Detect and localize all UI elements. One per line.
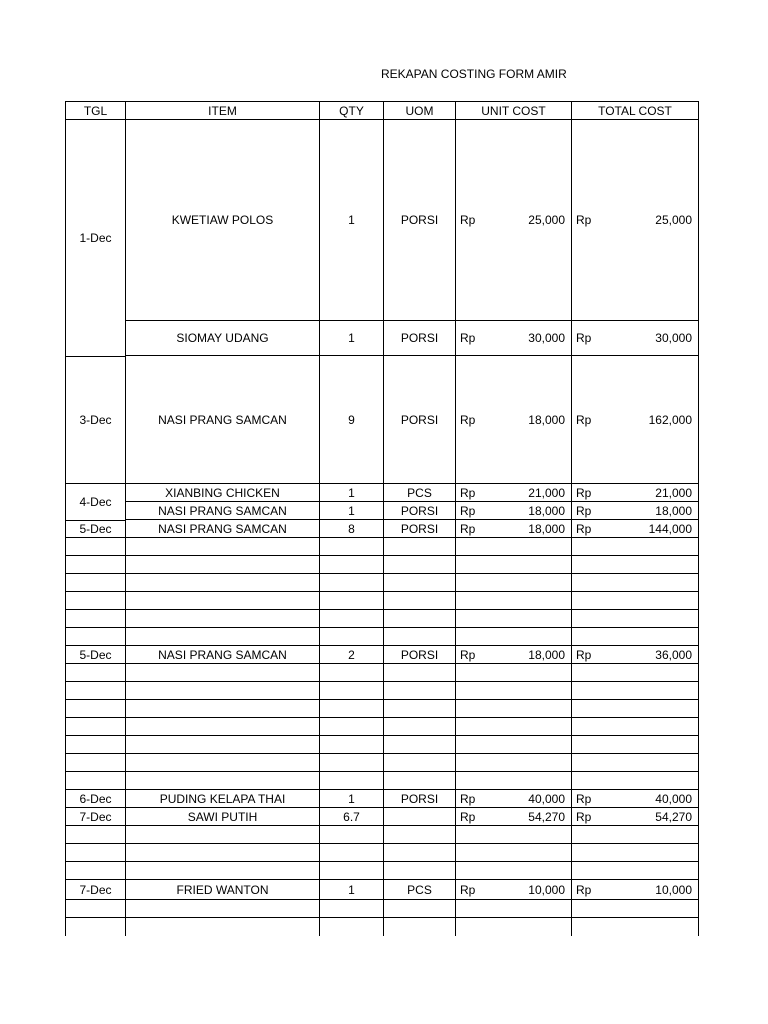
total-cost-value: 54,270: [655, 809, 692, 824]
cell-date: 5-Dec: [65, 646, 125, 663]
empty-row: [65, 900, 699, 918]
cell-uom: PORSI: [383, 502, 455, 519]
cell-item: PUDING KELAPA THAI: [125, 790, 319, 807]
currency-label: Rp: [576, 647, 592, 662]
header-item: ITEM: [125, 102, 319, 119]
cell-date: 4-Dec: [79, 495, 112, 509]
costing-table: [65, 101, 699, 936]
unit-cost-value: 40,000: [528, 791, 565, 806]
total-cost-value: 162,000: [648, 412, 692, 427]
currency-label: Rp: [576, 791, 592, 806]
cell-unit-cost: [455, 880, 571, 899]
cell-uom: PORSI: [383, 520, 455, 537]
cell-unit-cost: [455, 484, 571, 501]
cell-unit-cost: [455, 790, 571, 807]
empty-row: [65, 862, 699, 880]
cell-item: NASI PRANG SAMCAN: [125, 520, 319, 537]
unit-cost-value: 54,270: [528, 809, 565, 824]
cell-qty: 1: [319, 790, 383, 807]
table-row: [65, 520, 699, 538]
total-cost-value: 36,000: [655, 647, 692, 662]
currency-label: Rp: [460, 521, 476, 536]
cell-item: FRIED WANTON: [125, 880, 319, 899]
cell-date: 6-Dec: [65, 790, 125, 807]
currency-label: Rp: [576, 412, 592, 427]
empty-row: [65, 826, 699, 844]
cell-qty: 1: [319, 502, 383, 519]
unit-cost-value: 18,000: [528, 521, 565, 536]
cell-total-cost: [571, 502, 699, 519]
cell-total-cost: [571, 646, 699, 663]
cell-total-cost: [571, 120, 699, 320]
currency-label: Rp: [460, 331, 476, 345]
cell-date: 5-Dec: [65, 520, 125, 537]
cell-total-cost: [571, 880, 699, 899]
currency-label: Rp: [460, 882, 476, 897]
total-cost-value: 25,000: [655, 213, 692, 227]
cell-uom: [383, 808, 455, 825]
cell-uom: PCS: [383, 880, 455, 899]
unit-cost-value: 10,000: [528, 882, 565, 897]
cell-total-cost: [571, 484, 699, 501]
total-cost-value: 10,000: [655, 882, 692, 897]
currency-label: Rp: [460, 213, 476, 227]
table-row: [65, 646, 699, 664]
cell-uom: PCS: [383, 484, 455, 501]
table-row: [65, 808, 699, 826]
cell-item: SIOMAY UDANG: [125, 321, 319, 355]
empty-row: [65, 682, 699, 700]
total-cost-value: 144,000: [648, 521, 692, 536]
cell-uom: PORSI: [383, 120, 455, 320]
cell-date: 3-Dec: [65, 356, 125, 483]
empty-row: [65, 736, 699, 754]
cell-qty: 1: [319, 321, 383, 355]
cell-item: NASI PRANG SAMCAN: [125, 502, 319, 519]
cell-date: 7-Dec: [65, 808, 125, 825]
unit-cost-value: 30,000: [528, 331, 565, 345]
unit-cost-value: 25,000: [528, 213, 565, 227]
empty-row: [65, 610, 699, 628]
empty-row: [65, 772, 699, 790]
sheet-title: REKAPAN COSTING FORM AMIR: [381, 67, 567, 81]
total-cost-value: 18,000: [655, 503, 692, 518]
currency-label: Rp: [576, 521, 592, 536]
cell-uom: PORSI: [383, 790, 455, 807]
cell-unit-cost: [455, 356, 571, 483]
header-qty: QTY: [319, 102, 383, 119]
cell-qty: 8: [319, 520, 383, 537]
table-row: [65, 356, 699, 484]
unit-cost-value: 18,000: [528, 412, 565, 427]
header-unit-cost: UNIT COST: [455, 102, 571, 119]
empty-row: [65, 918, 699, 936]
header-uom: UOM: [383, 102, 455, 119]
cell-total-cost: [571, 356, 699, 483]
cell-qty: 6.7: [319, 808, 383, 825]
cell-uom: PORSI: [383, 646, 455, 663]
empty-row: [65, 574, 699, 592]
cell-qty: 9: [319, 356, 383, 483]
empty-row: [65, 664, 699, 682]
cell-uom: PORSI: [383, 356, 455, 483]
empty-row: [65, 718, 699, 736]
currency-label: Rp: [460, 485, 476, 500]
cell-qty: 1: [319, 880, 383, 899]
currency-label: Rp: [460, 809, 476, 824]
empty-row: [65, 628, 699, 646]
cell-item: KWETIAW POLOS: [125, 120, 319, 320]
table-row: [65, 502, 699, 520]
currency-label: Rp: [460, 412, 476, 427]
total-cost-value: 30,000: [655, 331, 692, 345]
cell-date: 7-Dec: [65, 880, 125, 899]
empty-row: [65, 754, 699, 772]
currency-label: Rp: [576, 331, 592, 345]
currency-label: Rp: [460, 791, 476, 806]
currency-label: Rp: [460, 503, 476, 518]
currency-label: Rp: [576, 485, 592, 500]
table-row: [65, 120, 699, 321]
cell-date-merged: [65, 484, 125, 521]
empty-row: [65, 538, 699, 556]
cell-unit-cost: [455, 502, 571, 519]
total-cost-value: 40,000: [655, 791, 692, 806]
cell-item: XIANBING CHICKEN: [125, 484, 319, 501]
table-row: [65, 484, 699, 502]
table-row: [65, 880, 699, 900]
cell-date-merged: 1-Dec: [65, 120, 125, 357]
cell-item: NASI PRANG SAMCAN: [125, 646, 319, 663]
cell-total-cost: [571, 808, 699, 825]
cell-qty: 1: [319, 484, 383, 501]
header-tgl: TGL: [65, 102, 125, 119]
table-header: [65, 101, 699, 120]
cell-unit-cost: [455, 321, 571, 355]
currency-label: Rp: [576, 503, 592, 518]
cell-qty: 1: [319, 120, 383, 320]
cell-item: SAWI PUTIH: [125, 808, 319, 825]
cell-total-cost: [571, 520, 699, 537]
currency-label: Rp: [576, 213, 592, 227]
cell-uom: PORSI: [383, 321, 455, 355]
cell-total-cost: [571, 790, 699, 807]
unit-cost-value: 18,000: [528, 503, 565, 518]
total-cost-value: 21,000: [655, 485, 692, 500]
cell-unit-cost: [455, 520, 571, 537]
cell-qty: 2: [319, 646, 383, 663]
empty-row: [65, 700, 699, 718]
cell-item: NASI PRANG SAMCAN: [125, 356, 319, 483]
cell-total-cost: [571, 321, 699, 355]
header-total-cost: TOTAL COST: [571, 102, 699, 119]
cell-unit-cost: [455, 646, 571, 663]
currency-label: Rp: [576, 809, 592, 824]
currency-label: Rp: [576, 882, 592, 897]
table-row: [65, 321, 699, 356]
empty-row: [65, 556, 699, 574]
unit-cost-value: 21,000: [528, 485, 565, 500]
cell-unit-cost: [455, 808, 571, 825]
table-row: [65, 790, 699, 808]
empty-row: [65, 592, 699, 610]
unit-cost-value: 18,000: [528, 647, 565, 662]
currency-label: Rp: [460, 647, 476, 662]
cell-unit-cost: [455, 120, 571, 320]
empty-row: [65, 844, 699, 862]
